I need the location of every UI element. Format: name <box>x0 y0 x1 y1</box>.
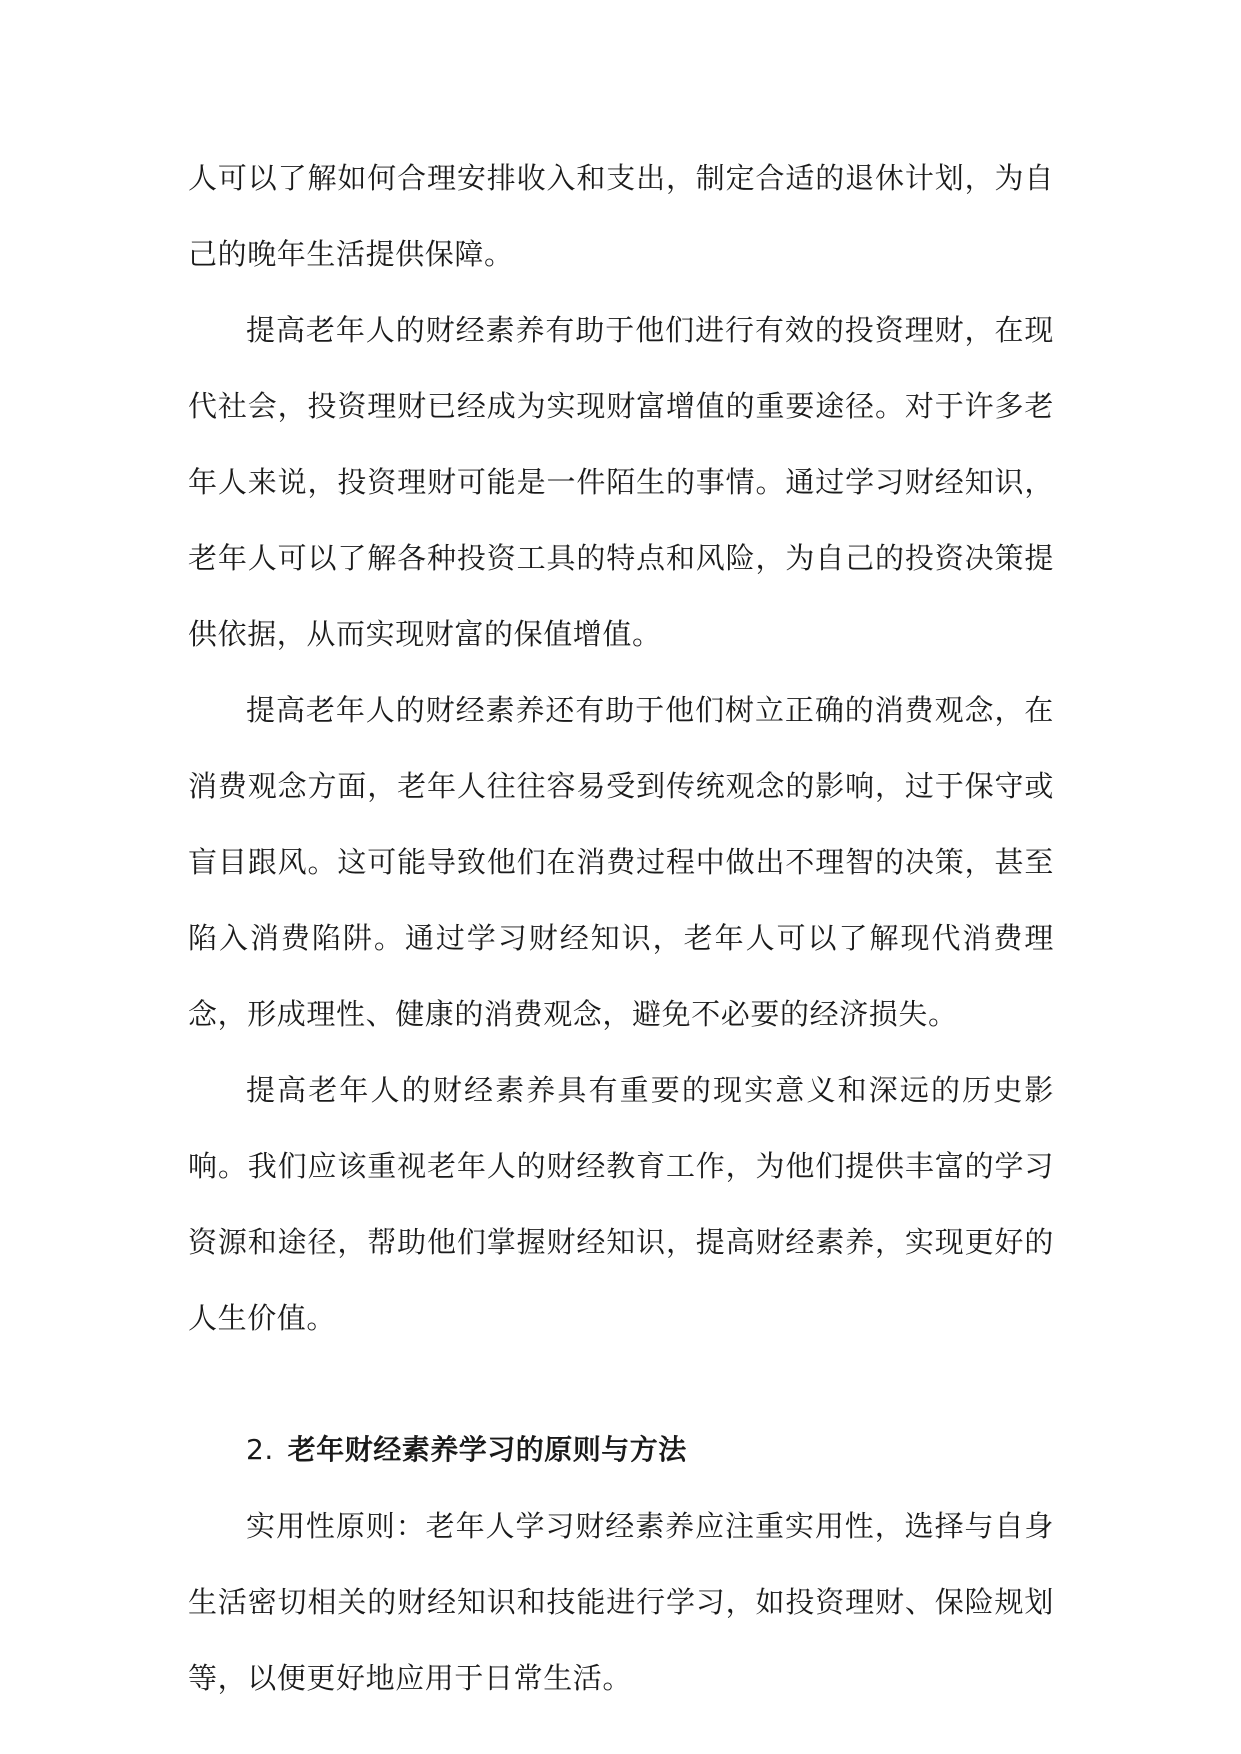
paragraph-consumption: 提高老年人的财经素养还有助于他们树立正确的消费观念，在消费观念方面，老年人往往容易受到传统观念的影响，过于保守或盲目跟风。这可能导致他们在消费过程中做出不理智的决策，甚至陷入消费陷阱。通过学习财经知识，老年人可以了解现代消费理念，形成理性、健康的消费观念，避免不必要的经济损失。 <box>188 693 1054 1031</box>
section-number: 2. <box>246 1433 274 1466</box>
section-heading <box>188 1412 1054 1488</box>
paragraph-significance: 提高老年人的财经素养具有重要的现实意义和深远的历史影响。我们应该重视老年人的财经教育工作，为他们提供丰富的学习资源和途径，帮助他们掌握财经知识，提高财经素养，实现更好的人生价值。 <box>188 1073 1054 1335</box>
paragraph-investment: 提高老年人的财经素养有助于他们进行有效的投资理财，在现代社会，投资理财已经成为实现财富增值的重要途径。对于许多老年人来说，投资理财可能是一件陌生的事情。通过学习财经知识，老年人可以了解各种投资工具的特点和风险，为自己的投资决策提供依据，从而实现财富的保值增值。 <box>188 313 1054 651</box>
document-body <box>188 140 1054 1716</box>
paragraph-continued: 人可以了解如何合理安排收入和支出，制定合适的退休计划，为自己的晚年生活提供保障。 <box>188 161 1054 271</box>
paragraph-practicality-principle: 实用性原则：老年人学习财经素养应注重实用性，选择与自身生活密切相关的财经知识和技能进行学习，如投资理财、保险规划等，以便更好地应用于日常生活。 <box>188 1509 1054 1695</box>
section-title: 老年财经素养学习的原则与方法 <box>287 1433 687 1466</box>
